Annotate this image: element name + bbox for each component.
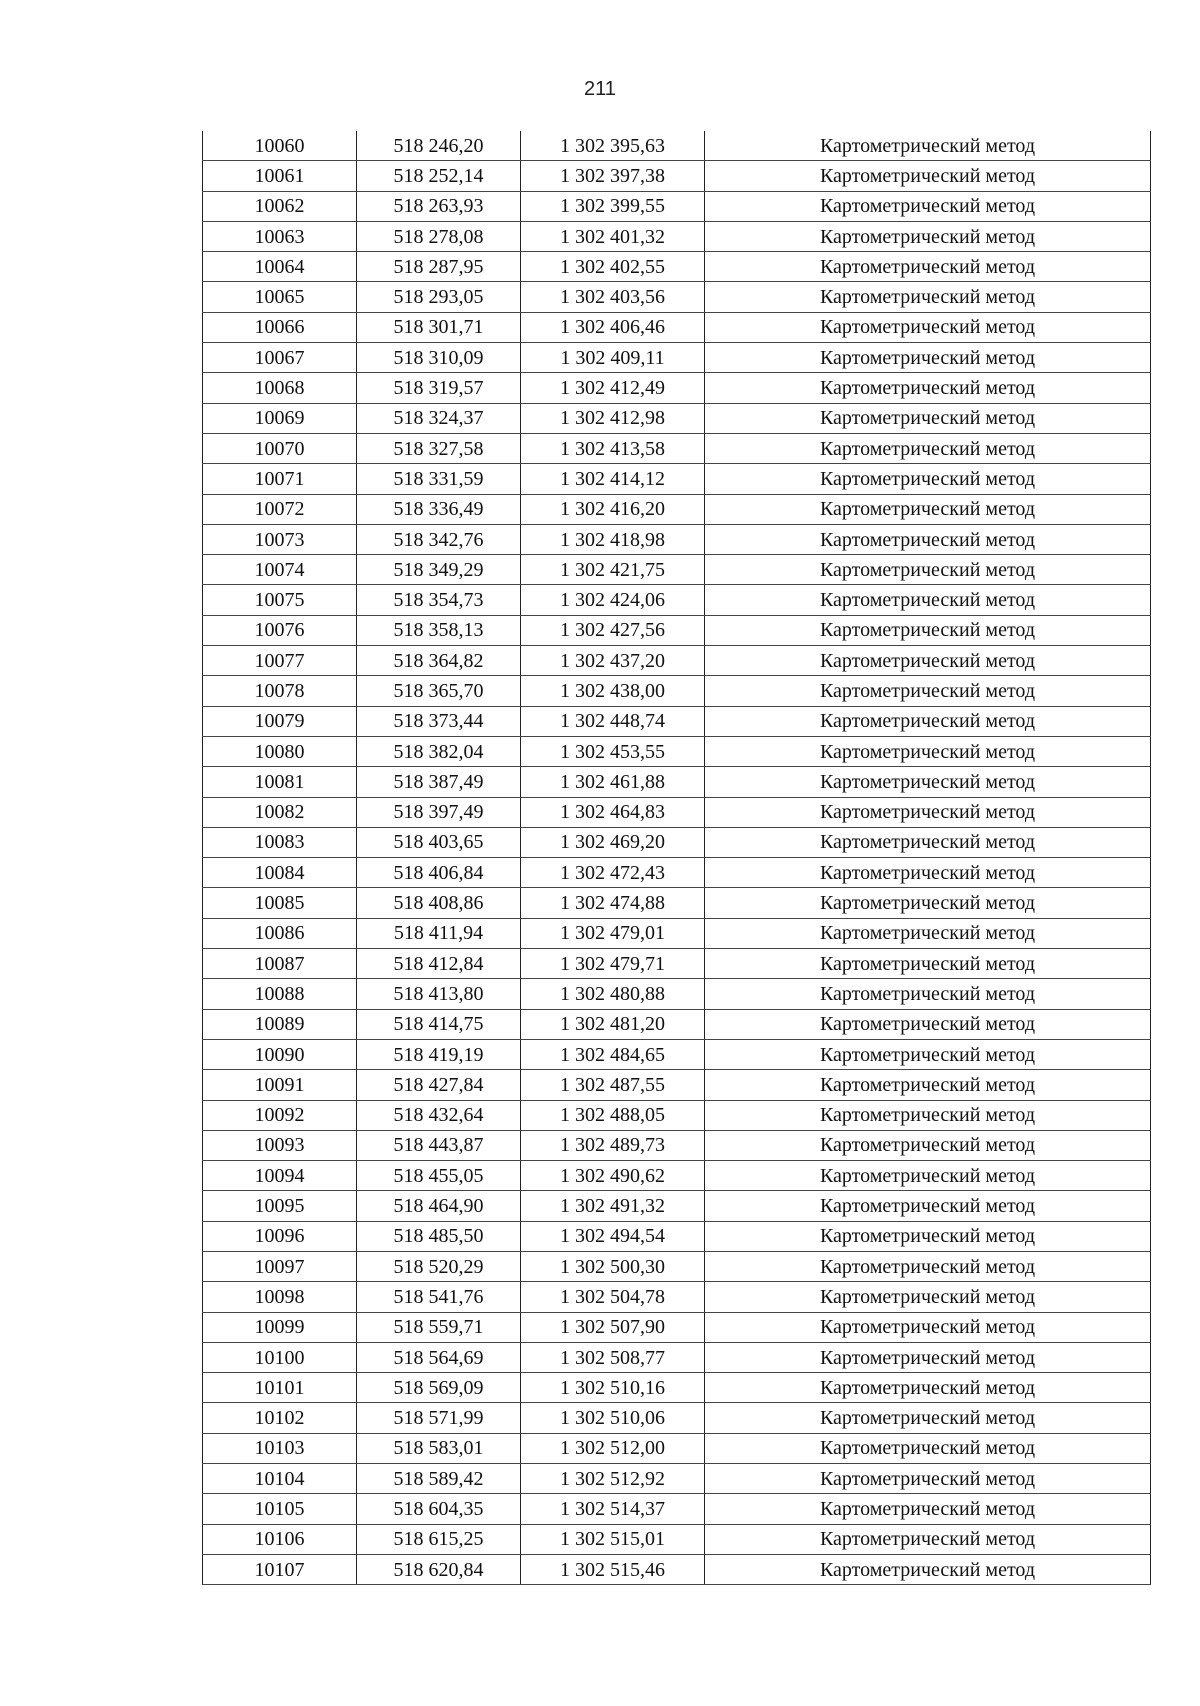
table-row bbox=[203, 1282, 1151, 1312]
y-coordinate-cell: 1 302 448,74 bbox=[521, 706, 705, 736]
method-cell: Картометрический метод bbox=[705, 252, 1151, 282]
y-coordinate-cell: 1 302 461,88 bbox=[521, 767, 705, 797]
x-coordinate-cell: 518 365,70 bbox=[357, 676, 521, 706]
x-coordinate-cell: 518 358,13 bbox=[357, 615, 521, 645]
point-number-cell: 10091 bbox=[203, 1070, 357, 1100]
point-number-cell: 10105 bbox=[203, 1494, 357, 1524]
y-coordinate-cell: 1 302 490,62 bbox=[521, 1161, 705, 1191]
method-cell: Картометрический метод bbox=[705, 403, 1151, 433]
y-coordinate-cell: 1 302 397,38 bbox=[521, 161, 705, 191]
x-coordinate-cell: 518 403,65 bbox=[357, 827, 521, 857]
point-number-cell: 10094 bbox=[203, 1161, 357, 1191]
point-number-cell: 10066 bbox=[203, 312, 357, 342]
method-cell: Картометрический метод bbox=[705, 1554, 1151, 1584]
x-coordinate-cell: 518 571,99 bbox=[357, 1403, 521, 1433]
table-row bbox=[203, 1039, 1151, 1069]
point-number-cell: 10104 bbox=[203, 1464, 357, 1494]
table-row bbox=[203, 646, 1151, 676]
table-row bbox=[203, 1100, 1151, 1130]
point-number-cell: 10099 bbox=[203, 1312, 357, 1342]
point-number-cell: 10088 bbox=[203, 979, 357, 1009]
table-row bbox=[203, 555, 1151, 585]
x-coordinate-cell: 518 263,93 bbox=[357, 191, 521, 221]
x-coordinate-cell: 518 559,71 bbox=[357, 1312, 521, 1342]
method-cell: Картометрический метод bbox=[705, 191, 1151, 221]
method-cell: Картометрический метод bbox=[705, 1039, 1151, 1069]
method-cell: Картометрический метод bbox=[705, 1251, 1151, 1281]
method-cell: Картометрический метод bbox=[705, 343, 1151, 373]
table-row bbox=[203, 1191, 1151, 1221]
x-coordinate-cell: 518 246,20 bbox=[357, 131, 521, 161]
table-row bbox=[203, 767, 1151, 797]
point-number-cell: 10095 bbox=[203, 1191, 357, 1221]
y-coordinate-cell: 1 302 514,37 bbox=[521, 1494, 705, 1524]
method-cell: Картометрический метод bbox=[705, 949, 1151, 979]
table-row bbox=[203, 827, 1151, 857]
x-coordinate-cell: 518 414,75 bbox=[357, 1009, 521, 1039]
table-row bbox=[203, 676, 1151, 706]
method-cell: Картометрический метод bbox=[705, 1191, 1151, 1221]
y-coordinate-cell: 1 302 464,83 bbox=[521, 797, 705, 827]
y-coordinate-cell: 1 302 515,46 bbox=[521, 1554, 705, 1584]
table-row bbox=[203, 433, 1151, 463]
table-row bbox=[203, 1161, 1151, 1191]
method-cell: Картометрический метод bbox=[705, 979, 1151, 1009]
point-number-cell: 10085 bbox=[203, 888, 357, 918]
table-row bbox=[203, 1403, 1151, 1433]
y-coordinate-cell: 1 302 416,20 bbox=[521, 494, 705, 524]
method-cell: Картометрический метод bbox=[705, 1403, 1151, 1433]
table-row bbox=[203, 312, 1151, 342]
method-cell: Картометрический метод bbox=[705, 888, 1151, 918]
table-row bbox=[203, 1070, 1151, 1100]
point-number-cell: 10107 bbox=[203, 1554, 357, 1584]
y-coordinate-cell: 1 302 399,55 bbox=[521, 191, 705, 221]
point-number-cell: 10090 bbox=[203, 1039, 357, 1069]
table-row bbox=[203, 524, 1151, 554]
point-number-cell: 10086 bbox=[203, 918, 357, 948]
point-number-cell: 10068 bbox=[203, 373, 357, 403]
point-number-cell: 10062 bbox=[203, 191, 357, 221]
y-coordinate-cell: 1 302 507,90 bbox=[521, 1312, 705, 1342]
y-coordinate-cell: 1 302 401,32 bbox=[521, 221, 705, 251]
point-number-cell: 10070 bbox=[203, 433, 357, 463]
point-number-cell: 10072 bbox=[203, 494, 357, 524]
point-number-cell: 10097 bbox=[203, 1251, 357, 1281]
x-coordinate-cell: 518 583,01 bbox=[357, 1433, 521, 1463]
y-coordinate-cell: 1 302 510,16 bbox=[521, 1373, 705, 1403]
y-coordinate-cell: 1 302 424,06 bbox=[521, 585, 705, 615]
point-number-cell: 10078 bbox=[203, 676, 357, 706]
x-coordinate-cell: 518 541,76 bbox=[357, 1282, 521, 1312]
y-coordinate-cell: 1 302 494,54 bbox=[521, 1221, 705, 1251]
x-coordinate-cell: 518 412,84 bbox=[357, 949, 521, 979]
table-row bbox=[203, 1312, 1151, 1342]
x-coordinate-cell: 518 411,94 bbox=[357, 918, 521, 948]
y-coordinate-cell: 1 302 437,20 bbox=[521, 646, 705, 676]
method-cell: Картометрический метод bbox=[705, 1494, 1151, 1524]
point-number-cell: 10082 bbox=[203, 797, 357, 827]
x-coordinate-cell: 518 620,84 bbox=[357, 1554, 521, 1584]
point-number-cell: 10083 bbox=[203, 827, 357, 857]
table-row bbox=[203, 1524, 1151, 1554]
y-coordinate-cell: 1 302 474,88 bbox=[521, 888, 705, 918]
point-number-cell: 10074 bbox=[203, 555, 357, 585]
method-cell: Картометрический метод bbox=[705, 1221, 1151, 1251]
y-coordinate-cell: 1 302 402,55 bbox=[521, 252, 705, 282]
x-coordinate-cell: 518 464,90 bbox=[357, 1191, 521, 1221]
method-cell: Картометрический метод bbox=[705, 524, 1151, 554]
table-row bbox=[203, 918, 1151, 948]
table-row bbox=[203, 1221, 1151, 1251]
method-cell: Картометрический метод bbox=[705, 1130, 1151, 1160]
x-coordinate-cell: 518 336,49 bbox=[357, 494, 521, 524]
table-row bbox=[203, 736, 1151, 766]
x-coordinate-cell: 518 604,35 bbox=[357, 1494, 521, 1524]
point-number-cell: 10101 bbox=[203, 1373, 357, 1403]
y-coordinate-cell: 1 302 403,56 bbox=[521, 282, 705, 312]
y-coordinate-cell: 1 302 472,43 bbox=[521, 858, 705, 888]
x-coordinate-cell: 518 293,05 bbox=[357, 282, 521, 312]
y-coordinate-cell: 1 302 487,55 bbox=[521, 1070, 705, 1100]
point-number-cell: 10065 bbox=[203, 282, 357, 312]
method-cell: Картометрический метод bbox=[705, 494, 1151, 524]
y-coordinate-cell: 1 302 510,06 bbox=[521, 1403, 705, 1433]
x-coordinate-cell: 518 310,09 bbox=[357, 343, 521, 373]
y-coordinate-cell: 1 302 438,00 bbox=[521, 676, 705, 706]
x-coordinate-cell: 518 419,19 bbox=[357, 1039, 521, 1069]
table-row bbox=[203, 131, 1151, 161]
point-number-cell: 10087 bbox=[203, 949, 357, 979]
point-number-cell: 10098 bbox=[203, 1282, 357, 1312]
x-coordinate-cell: 518 331,59 bbox=[357, 464, 521, 494]
x-coordinate-cell: 518 382,04 bbox=[357, 736, 521, 766]
method-cell: Картометрический метод bbox=[705, 646, 1151, 676]
y-coordinate-cell: 1 302 418,98 bbox=[521, 524, 705, 554]
point-number-cell: 10096 bbox=[203, 1221, 357, 1251]
x-coordinate-cell: 518 455,05 bbox=[357, 1161, 521, 1191]
x-coordinate-cell: 518 564,69 bbox=[357, 1342, 521, 1372]
method-cell: Картометрический метод bbox=[705, 797, 1151, 827]
x-coordinate-cell: 518 278,08 bbox=[357, 221, 521, 251]
x-coordinate-cell: 518 327,58 bbox=[357, 433, 521, 463]
table-row bbox=[203, 1494, 1151, 1524]
table-row bbox=[203, 585, 1151, 615]
table-row bbox=[203, 1433, 1151, 1463]
x-coordinate-cell: 518 615,25 bbox=[357, 1524, 521, 1554]
y-coordinate-cell: 1 302 469,20 bbox=[521, 827, 705, 857]
x-coordinate-cell: 518 427,84 bbox=[357, 1070, 521, 1100]
method-cell: Картометрический метод bbox=[705, 555, 1151, 585]
point-number-cell: 10063 bbox=[203, 221, 357, 251]
table-row bbox=[203, 1009, 1151, 1039]
method-cell: Картометрический метод bbox=[705, 161, 1151, 191]
y-coordinate-cell: 1 302 479,71 bbox=[521, 949, 705, 979]
y-coordinate-cell: 1 302 413,58 bbox=[521, 433, 705, 463]
y-coordinate-cell: 1 302 489,73 bbox=[521, 1130, 705, 1160]
y-coordinate-cell: 1 302 491,32 bbox=[521, 1191, 705, 1221]
method-cell: Картометрический метод bbox=[705, 373, 1151, 403]
x-coordinate-cell: 518 413,80 bbox=[357, 979, 521, 1009]
method-cell: Картометрический метод bbox=[705, 767, 1151, 797]
method-cell: Картометрический метод bbox=[705, 918, 1151, 948]
page-number: 211 bbox=[584, 78, 616, 100]
point-number-cell: 10076 bbox=[203, 615, 357, 645]
y-coordinate-cell: 1 302 481,20 bbox=[521, 1009, 705, 1039]
x-coordinate-cell: 518 408,86 bbox=[357, 888, 521, 918]
point-number-cell: 10071 bbox=[203, 464, 357, 494]
x-coordinate-cell: 518 443,87 bbox=[357, 1130, 521, 1160]
table-row bbox=[203, 343, 1151, 373]
method-cell: Картометрический метод bbox=[705, 1433, 1151, 1463]
coordinates-table-body bbox=[203, 131, 1151, 1585]
table-row bbox=[203, 1464, 1151, 1494]
point-number-cell: 10093 bbox=[203, 1130, 357, 1160]
point-number-cell: 10073 bbox=[203, 524, 357, 554]
table-row bbox=[203, 464, 1151, 494]
y-coordinate-cell: 1 302 508,77 bbox=[521, 1342, 705, 1372]
x-coordinate-cell: 518 569,09 bbox=[357, 1373, 521, 1403]
x-coordinate-cell: 518 287,95 bbox=[357, 252, 521, 282]
point-number-cell: 10060 bbox=[203, 131, 357, 161]
point-number-cell: 10075 bbox=[203, 585, 357, 615]
y-coordinate-cell: 1 302 504,78 bbox=[521, 1282, 705, 1312]
point-number-cell: 10092 bbox=[203, 1100, 357, 1130]
table-row bbox=[203, 191, 1151, 221]
method-cell: Картометрический метод bbox=[705, 131, 1151, 161]
table-row bbox=[203, 221, 1151, 251]
method-cell: Картометрический метод bbox=[705, 1100, 1151, 1130]
point-number-cell: 10081 bbox=[203, 767, 357, 797]
point-number-cell: 10103 bbox=[203, 1433, 357, 1463]
method-cell: Картометрический метод bbox=[705, 464, 1151, 494]
method-cell: Картометрический метод bbox=[705, 615, 1151, 645]
point-number-cell: 10067 bbox=[203, 343, 357, 373]
method-cell: Картометрический метод bbox=[705, 1464, 1151, 1494]
x-coordinate-cell: 518 349,29 bbox=[357, 555, 521, 585]
x-coordinate-cell: 518 406,84 bbox=[357, 858, 521, 888]
point-number-cell: 10069 bbox=[203, 403, 357, 433]
method-cell: Картометрический метод bbox=[705, 706, 1151, 736]
method-cell: Картометрический метод bbox=[705, 585, 1151, 615]
table-row bbox=[203, 1554, 1151, 1584]
table-row bbox=[203, 615, 1151, 645]
point-number-cell: 10089 bbox=[203, 1009, 357, 1039]
method-cell: Картометрический метод bbox=[705, 1342, 1151, 1372]
table-row bbox=[203, 161, 1151, 191]
method-cell: Картометрический метод bbox=[705, 433, 1151, 463]
y-coordinate-cell: 1 302 395,63 bbox=[521, 131, 705, 161]
table-row bbox=[203, 797, 1151, 827]
y-coordinate-cell: 1 302 515,01 bbox=[521, 1524, 705, 1554]
x-coordinate-cell: 518 373,44 bbox=[357, 706, 521, 736]
table-row bbox=[203, 403, 1151, 433]
method-cell: Картометрический метод bbox=[705, 1070, 1151, 1100]
point-number-cell: 10084 bbox=[203, 858, 357, 888]
point-number-cell: 10061 bbox=[203, 161, 357, 191]
method-cell: Картометрический метод bbox=[705, 1161, 1151, 1191]
table-row bbox=[203, 1373, 1151, 1403]
method-cell: Картометрический метод bbox=[705, 1373, 1151, 1403]
point-number-cell: 10064 bbox=[203, 252, 357, 282]
table-row bbox=[203, 1342, 1151, 1372]
x-coordinate-cell: 518 432,64 bbox=[357, 1100, 521, 1130]
table-row bbox=[203, 282, 1151, 312]
table-row bbox=[203, 373, 1151, 403]
point-number-cell: 10106 bbox=[203, 1524, 357, 1554]
point-number-cell: 10102 bbox=[203, 1403, 357, 1433]
x-coordinate-cell: 518 252,14 bbox=[357, 161, 521, 191]
x-coordinate-cell: 518 342,76 bbox=[357, 524, 521, 554]
table-row bbox=[203, 706, 1151, 736]
method-cell: Картометрический метод bbox=[705, 221, 1151, 251]
y-coordinate-cell: 1 302 421,75 bbox=[521, 555, 705, 585]
y-coordinate-cell: 1 302 480,88 bbox=[521, 979, 705, 1009]
y-coordinate-cell: 1 302 479,01 bbox=[521, 918, 705, 948]
table-row bbox=[203, 979, 1151, 1009]
method-cell: Картометрический метод bbox=[705, 1312, 1151, 1342]
x-coordinate-cell: 518 397,49 bbox=[357, 797, 521, 827]
method-cell: Картометрический метод bbox=[705, 736, 1151, 766]
y-coordinate-cell: 1 302 427,56 bbox=[521, 615, 705, 645]
table-row bbox=[203, 494, 1151, 524]
y-coordinate-cell: 1 302 512,92 bbox=[521, 1464, 705, 1494]
point-number-cell: 10100 bbox=[203, 1342, 357, 1372]
y-coordinate-cell: 1 302 488,05 bbox=[521, 1100, 705, 1130]
table-row bbox=[203, 858, 1151, 888]
x-coordinate-cell: 518 364,82 bbox=[357, 646, 521, 676]
x-coordinate-cell: 518 485,50 bbox=[357, 1221, 521, 1251]
y-coordinate-cell: 1 302 412,98 bbox=[521, 403, 705, 433]
y-coordinate-cell: 1 302 512,00 bbox=[521, 1433, 705, 1463]
y-coordinate-cell: 1 302 406,46 bbox=[521, 312, 705, 342]
table-row bbox=[203, 1130, 1151, 1160]
y-coordinate-cell: 1 302 484,65 bbox=[521, 1039, 705, 1069]
method-cell: Картометрический метод bbox=[705, 827, 1151, 857]
method-cell: Картометрический метод bbox=[705, 858, 1151, 888]
x-coordinate-cell: 518 319,57 bbox=[357, 373, 521, 403]
method-cell: Картометрический метод bbox=[705, 1524, 1151, 1554]
method-cell: Картометрический метод bbox=[705, 282, 1151, 312]
y-coordinate-cell: 1 302 453,55 bbox=[521, 736, 705, 766]
table-row bbox=[203, 1251, 1151, 1281]
y-coordinate-cell: 1 302 500,30 bbox=[521, 1251, 705, 1281]
method-cell: Картометрический метод bbox=[705, 312, 1151, 342]
point-number-cell: 10080 bbox=[203, 736, 357, 766]
x-coordinate-cell: 518 354,73 bbox=[357, 585, 521, 615]
method-cell: Картометрический метод bbox=[705, 676, 1151, 706]
table-row bbox=[203, 949, 1151, 979]
coordinates-table bbox=[202, 131, 1151, 1585]
x-coordinate-cell: 518 589,42 bbox=[357, 1464, 521, 1494]
table-row bbox=[203, 252, 1151, 282]
point-number-cell: 10079 bbox=[203, 706, 357, 736]
method-cell: Картометрический метод bbox=[705, 1009, 1151, 1039]
y-coordinate-cell: 1 302 412,49 bbox=[521, 373, 705, 403]
x-coordinate-cell: 518 520,29 bbox=[357, 1251, 521, 1281]
y-coordinate-cell: 1 302 409,11 bbox=[521, 343, 705, 373]
x-coordinate-cell: 518 301,71 bbox=[357, 312, 521, 342]
table-row bbox=[203, 888, 1151, 918]
x-coordinate-cell: 518 387,49 bbox=[357, 767, 521, 797]
x-coordinate-cell: 518 324,37 bbox=[357, 403, 521, 433]
point-number-cell: 10077 bbox=[203, 646, 357, 676]
method-cell: Картометрический метод bbox=[705, 1282, 1151, 1312]
y-coordinate-cell: 1 302 414,12 bbox=[521, 464, 705, 494]
